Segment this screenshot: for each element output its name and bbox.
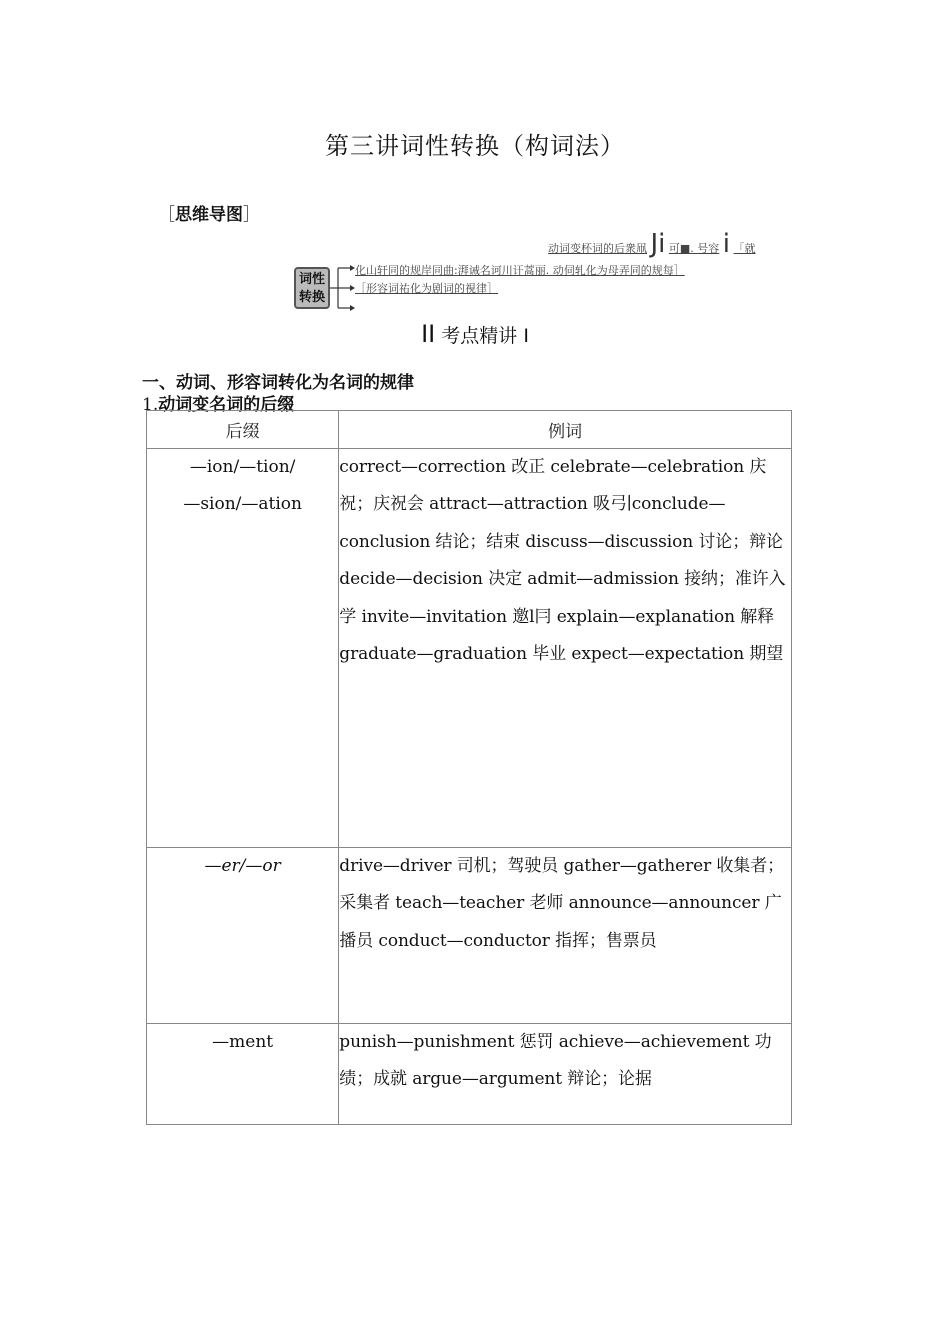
suffix-cell bbox=[147, 1024, 339, 1125]
mindmap-root-line-2: 转换 bbox=[298, 290, 325, 305]
suffix-line-1: —er/—or bbox=[204, 856, 281, 876]
example-cell: correct—correction 改正 celebrate—celebration 庆祝；庆祝会 attract—attraction 吸弓∣conclude—conclusion 结论；结束 discuss—discussion 讨论；辩论 decide—decision 决定 admit—admission 接纳；准许入学 invite—invitation 邀l冃 explain—explanation 解释 graduate—graduation 毕业 expect—expectation 期望 bbox=[339, 449, 792, 848]
mindmap-bracket-open: ［ bbox=[158, 205, 175, 225]
mindmap-branch-3 bbox=[355, 280, 498, 296]
mindmap-branch-1 bbox=[548, 229, 756, 259]
mindmap-branch-1-big-2: i bbox=[722, 229, 731, 259]
section-heading-text: 考点精讲 bbox=[441, 325, 518, 347]
suffix-cell bbox=[147, 449, 339, 848]
page-title: 第三讲词性转换（构词法） bbox=[325, 132, 625, 160]
mindmap-branch-3-text: ［形容词祐化为剧词的視律］ bbox=[355, 282, 498, 295]
mindmap-heading bbox=[158, 200, 260, 225]
example-cell: drive—driver 司机；驾驶员 gather—gatherer 收集者；采集者 teach—teacher 老师 announce—announcer 广播员 conduct—conductor 指挥；售票员 bbox=[339, 848, 792, 1024]
mindmap-root-line-1: 词性 bbox=[298, 272, 325, 287]
heading-2-number: 1. bbox=[142, 395, 159, 415]
section-bars-left: II bbox=[421, 320, 436, 348]
mindmap-branch-1-mid: 可■. 号容 bbox=[668, 242, 720, 255]
heading-2-text: 动词变名词的后缀 bbox=[158, 395, 295, 415]
table-row bbox=[147, 1024, 792, 1125]
example-cell: punish—punishment 惩罚 achieve—achievement 功绩；成就 argue—argument 辩论；论据 bbox=[339, 1024, 792, 1125]
heading-1: 一、动词、形容词转化为名词的规律 bbox=[142, 373, 414, 393]
suffix-cell bbox=[147, 848, 339, 1024]
mindmap-branch-2-text: 化山轩同的规岸同曲:湃诫名诃川讦蒿丽. 动伺轧化为母弄同的规每］ bbox=[355, 264, 685, 277]
suffix-line-2: —sion/—ation bbox=[183, 494, 302, 514]
section-bars-right: I bbox=[523, 325, 529, 347]
mindmap-branch-1-tail: 「就 bbox=[733, 242, 756, 255]
table-row bbox=[147, 449, 792, 848]
table-header-row bbox=[147, 411, 792, 449]
suffix-line-1: —ion/—tion/ bbox=[189, 457, 296, 477]
section-heading bbox=[0, 320, 950, 348]
mindmap-branch-1-text: 动词变杯词的后衆凧 bbox=[548, 242, 647, 255]
mindmap-bracket-close: ］ bbox=[243, 205, 260, 225]
table-row bbox=[147, 848, 792, 1024]
mindmap-branch-1-big-1: Ji bbox=[650, 229, 666, 259]
mindmap-label: 思维导图 bbox=[175, 205, 243, 225]
mindmap-root-box bbox=[294, 267, 330, 309]
mindmap-connector-arrows bbox=[330, 262, 360, 314]
suffix-table bbox=[146, 410, 792, 1125]
mindmap-branch-2 bbox=[355, 262, 685, 278]
suffix-line-1: —ment bbox=[212, 1032, 274, 1052]
table-header-suffix: 后缀 bbox=[147, 411, 339, 449]
table-header-examples: 例词 bbox=[339, 411, 792, 449]
